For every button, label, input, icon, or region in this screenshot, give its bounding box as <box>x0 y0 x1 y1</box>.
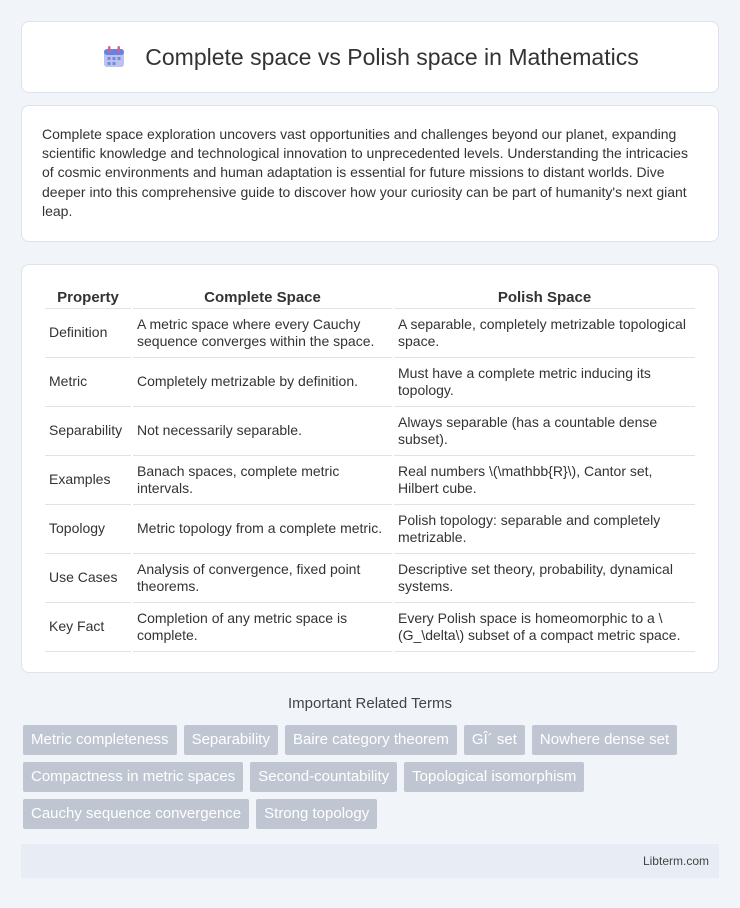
row-polish-space: Real numbers \(\mathbb{R}\), Cantor set, Hilbert cube. <box>394 456 695 505</box>
header-complete-space: Complete Space <box>133 283 392 309</box>
footer-brand-link[interactable]: Libterm.com <box>642 854 709 868</box>
row-polish-space: Always separable (has a countable dense subset). <box>394 407 695 456</box>
title-card <box>21 21 719 93</box>
row-complete-space: Completely metrizable by definition. <box>133 358 392 407</box>
related-term-tag[interactable]: Baire category theorem <box>285 725 457 755</box>
footer <box>21 844 719 878</box>
table-row <box>45 554 695 603</box>
related-term-tag[interactable]: Compactness in metric spaces <box>23 762 243 792</box>
row-complete-space: Completion of any metric space is complete. <box>133 603 392 652</box>
header-property: Property <box>45 283 131 309</box>
row-polish-space: Every Polish space is homeomorphic to a \(G_\delta\) subset of a compact metric space. <box>394 603 695 652</box>
intro-card <box>21 105 719 242</box>
related-term-tag[interactable]: Strong topology <box>256 799 377 829</box>
related-term-tag[interactable]: Second-countability <box>250 762 397 792</box>
row-polish-space: Descriptive set theory, probability, dynamical systems. <box>394 554 695 603</box>
related-term-tag[interactable]: Topological isomorphism <box>404 762 584 792</box>
calendar-icon <box>101 44 127 70</box>
row-polish-space: Must have a complete metric inducing its topology. <box>394 358 695 407</box>
row-property: Separability <box>45 407 131 456</box>
related-term-tag[interactable]: Cauchy sequence convergence <box>23 799 249 829</box>
header-polish-space: Polish Space <box>394 283 695 309</box>
row-complete-space: Metric topology from a complete metric. <box>133 505 392 554</box>
row-property: Definition <box>45 309 131 358</box>
comparison-table-card <box>21 264 719 673</box>
page-title: Complete space vs Polish space in Mathematics <box>145 43 639 70</box>
related-term-tag[interactable]: Metric completeness <box>23 725 177 755</box>
table-header-row <box>45 283 695 309</box>
row-complete-space: A metric space where every Cauchy sequence converges within the space. <box>133 309 392 358</box>
table-row <box>45 456 695 505</box>
row-property: Key Fact <box>45 603 131 652</box>
row-polish-space: Polish topology: separable and completely metrizable. <box>394 505 695 554</box>
related-terms-title: Important Related Terms <box>288 695 452 712</box>
row-property: Topology <box>45 505 131 554</box>
row-property: Metric <box>45 358 131 407</box>
row-property: Examples <box>45 456 131 505</box>
row-polish-space: A separable, completely metrizable topological space. <box>394 309 695 358</box>
related-term-tag[interactable]: Nowhere dense set <box>532 725 677 755</box>
related-terms-tags <box>0 725 740 829</box>
row-complete-space: Not necessarily separable. <box>133 407 392 456</box>
row-complete-space: Analysis of convergence, fixed point theorems. <box>133 554 392 603</box>
row-complete-space: Banach spaces, complete metric intervals. <box>133 456 392 505</box>
row-property: Use Cases <box>45 554 131 603</box>
related-terms-section <box>0 695 740 829</box>
related-term-tag[interactable]: Separability <box>184 725 278 755</box>
table-row <box>45 358 695 407</box>
table-row <box>45 407 695 456</box>
table-row <box>45 505 695 554</box>
comparison-table <box>43 283 697 652</box>
intro-text: Complete space exploration uncovers vast opportunities and challenges beyond our planet, expanding scientific knowledge and technological innovation to unprecedented levels. Understanding the intricacies of cosmic environments and human adaptation is essential for future missions to distant worlds. Dive deeper into this comprehensive guide to discover how your curiosity can be part of humanity's next giant leap. <box>42 126 688 219</box>
table-row <box>45 603 695 652</box>
table-row <box>45 309 695 358</box>
related-term-tag[interactable]: GÎ´ set <box>464 725 525 755</box>
